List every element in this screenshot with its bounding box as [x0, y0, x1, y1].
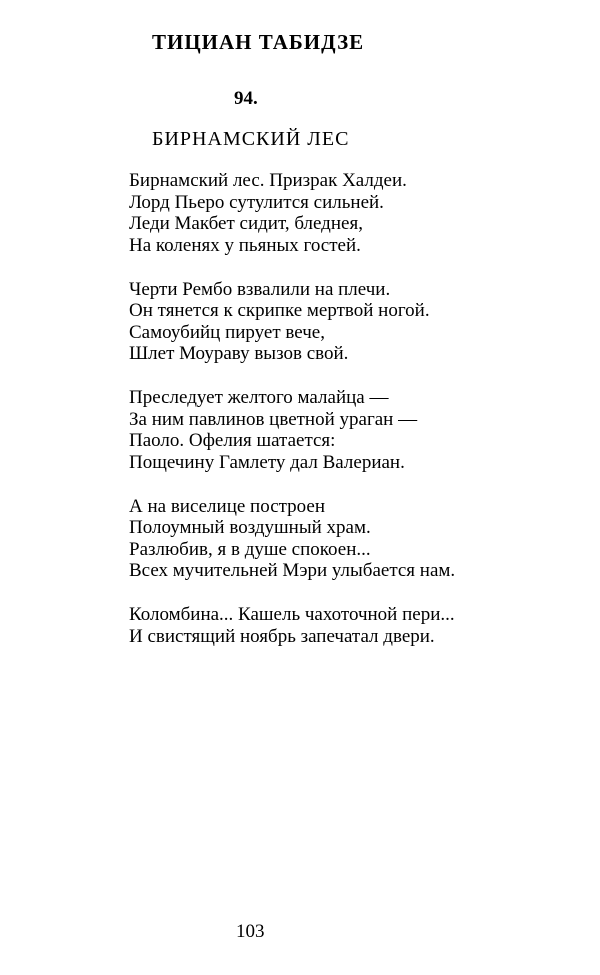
- poem-number: 94.: [234, 88, 258, 109]
- poem-line: На коленях у пьяных гостей.: [129, 234, 361, 256]
- stanza: [129, 387, 569, 473]
- poem-title: БИРНАМСКИЙ ЛЕС: [152, 128, 350, 150]
- poem-line: Леди Макбет сидит, бледнея,: [129, 213, 363, 234]
- stanza: [129, 496, 569, 582]
- poem-line: Самоубийц пирует вече,: [129, 321, 325, 343]
- poem-line: А на виселице построен: [129, 495, 326, 517]
- poem-line: Лорд Пьеро сутулится сильней.: [129, 191, 384, 213]
- poem-line: Коломбина... Кашель чахоточной пери...: [129, 604, 455, 625]
- poem-line: Черти Рембо взвалили на плечи.: [129, 278, 391, 300]
- poem-body: [129, 170, 569, 670]
- page-number: 103: [236, 921, 265, 942]
- poem-line: Шлет Моураву вызов свой.: [129, 343, 349, 364]
- poem-line: Он тянется к скрипке мертвой ногой.: [129, 300, 430, 321]
- stanza: [129, 279, 569, 365]
- poem-line: Всех мучительней Мэри улыбается нам.: [129, 560, 456, 581]
- poem-line: Пощечину Гамлету дал Валериан.: [129, 451, 405, 473]
- poem-line: Бирнамский лес. Призрак Халдеи.: [129, 170, 407, 191]
- poem-line: Разлюбив, я в душе спокоен...: [129, 538, 371, 560]
- stanza: [129, 170, 569, 256]
- poem-line: И свистящий ноябрь запечатал двери.: [129, 625, 435, 647]
- poem-line: Преследует желтого малайца —: [129, 387, 389, 408]
- poem-line: За ним павлинов цветной ураган —: [129, 408, 418, 430]
- running-header-author: ТИЦИАН ТАБИДЗЕ: [152, 30, 365, 54]
- poem-line: Полоумный воздушный храм.: [129, 517, 371, 538]
- poem-line: Паоло. Офелия шатается:: [129, 430, 336, 451]
- stanza: [129, 604, 569, 647]
